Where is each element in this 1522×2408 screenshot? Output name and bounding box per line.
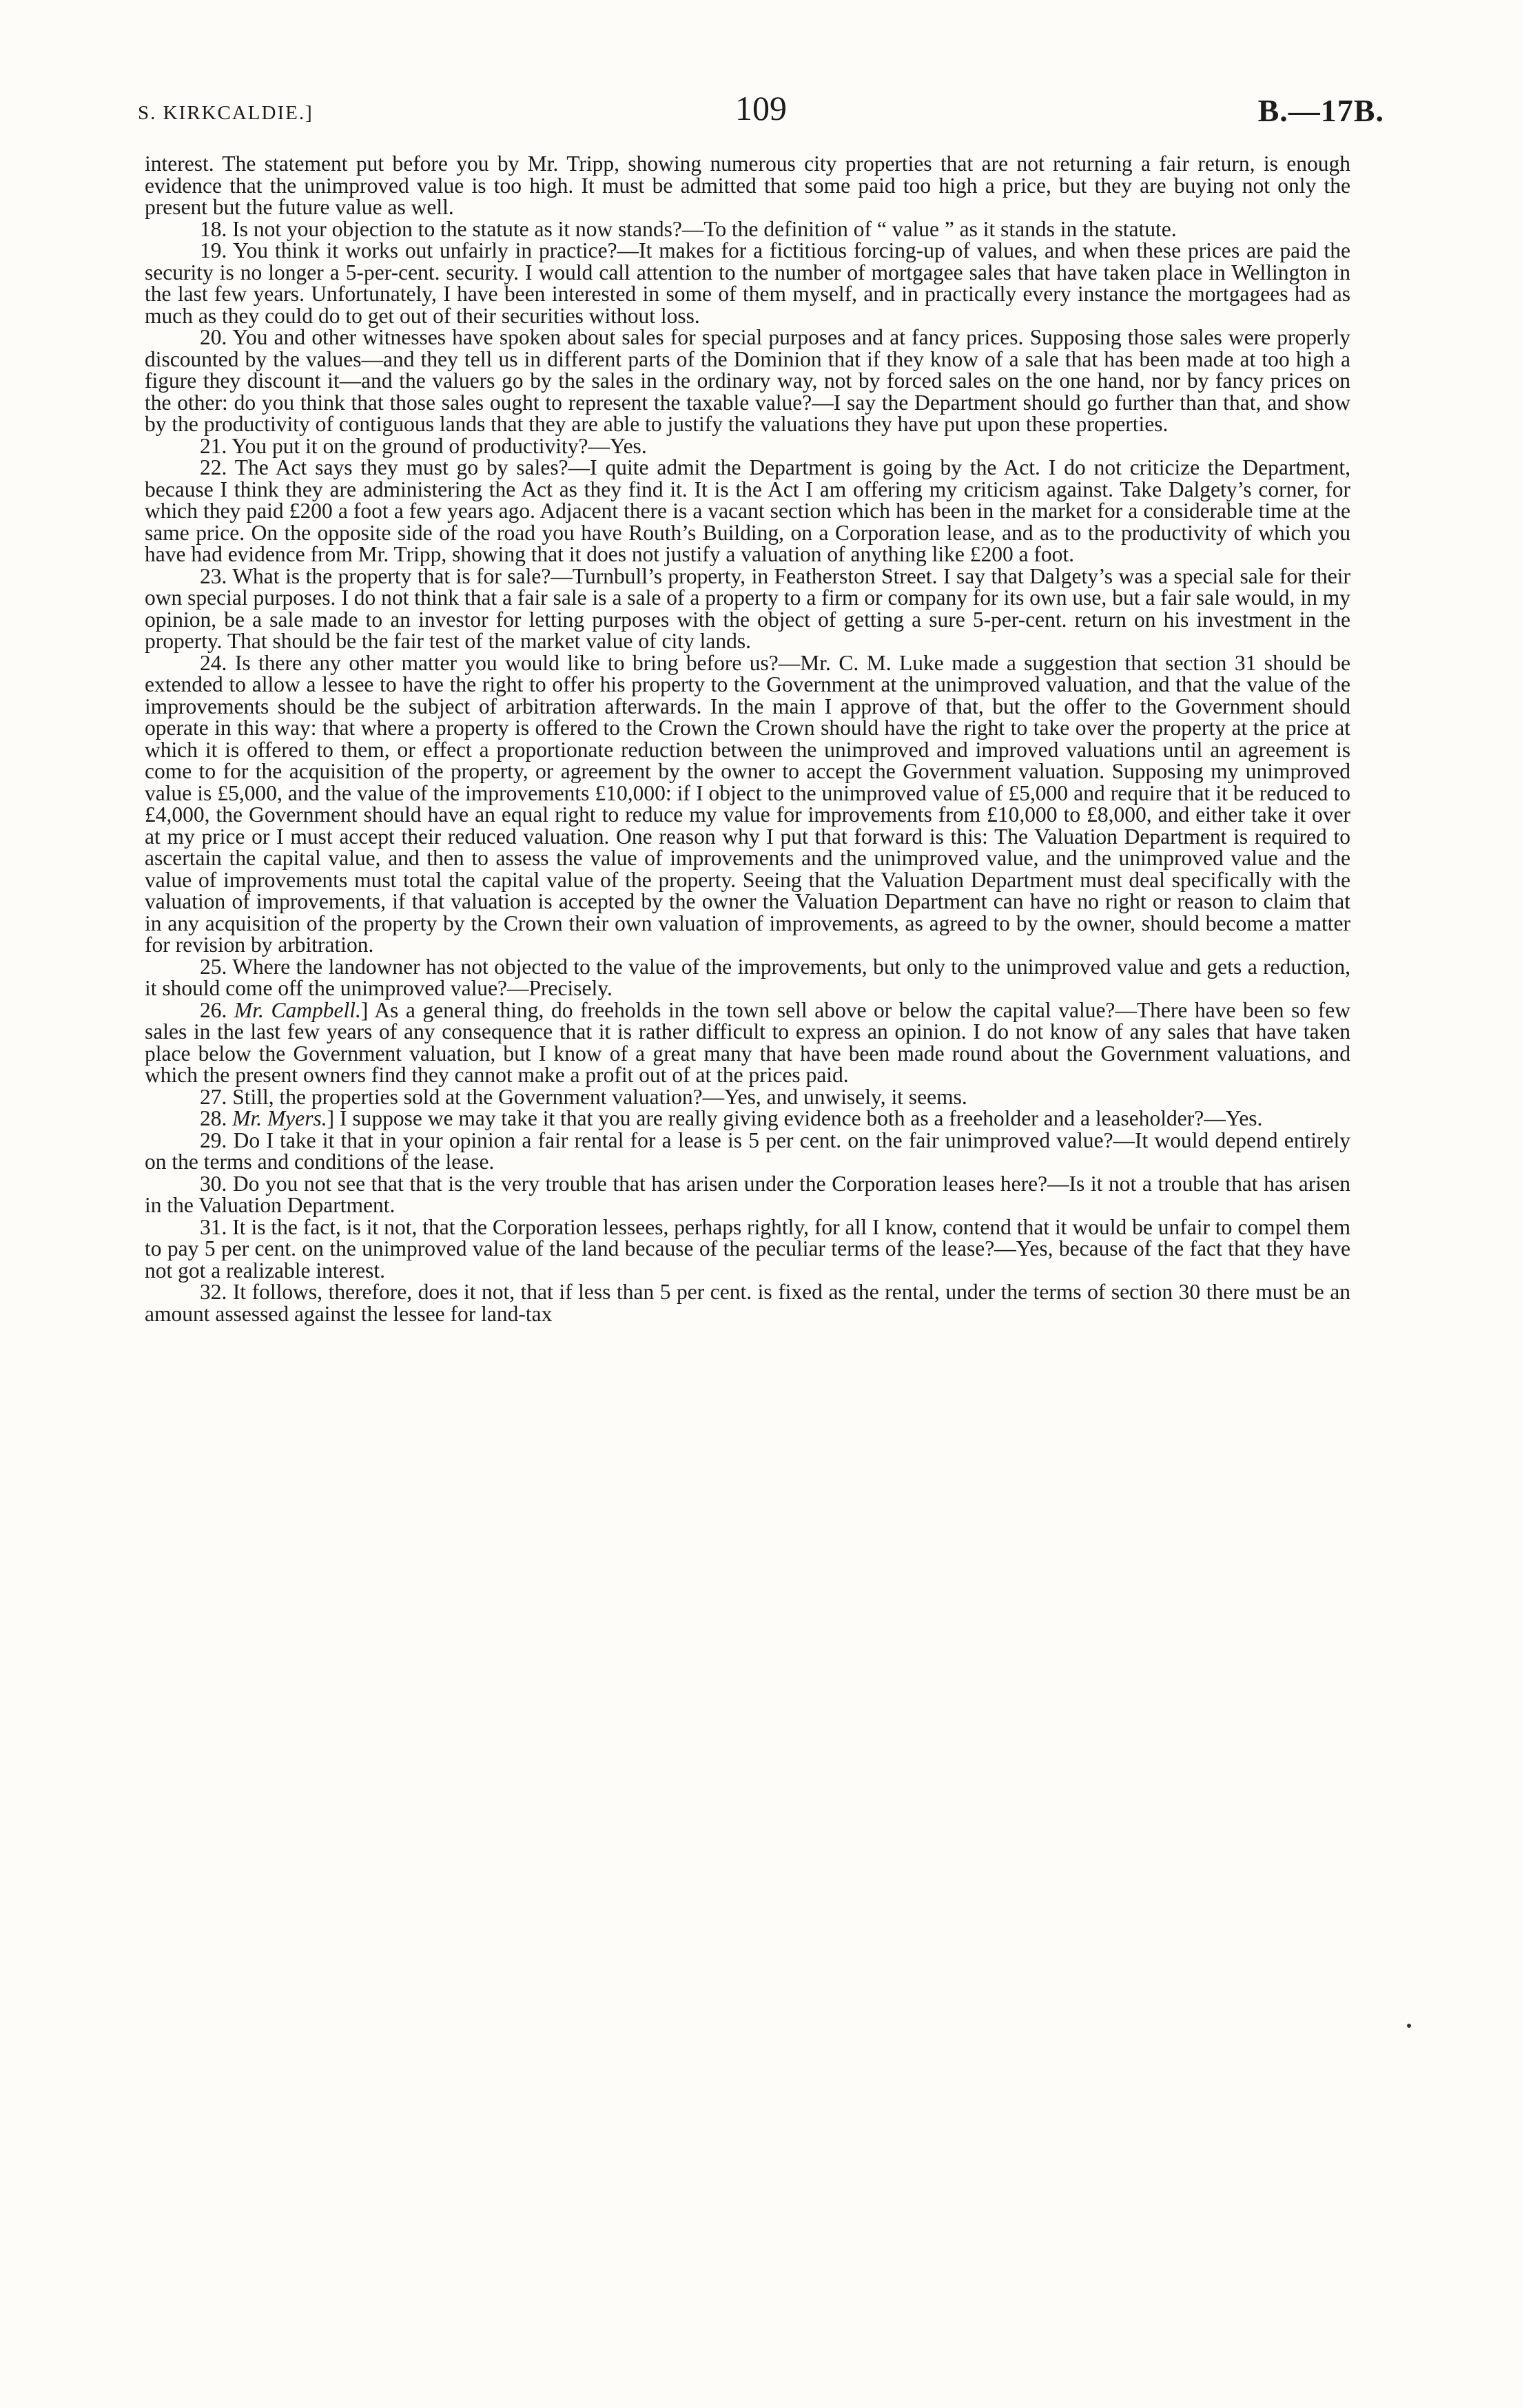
speaker-name: Mr. Myers. (232, 1106, 327, 1130)
question-paragraph (145, 326, 1350, 435)
paragraph-text: 20. You and other witnesses have spoken about sales for special purposes and at fancy prices. Supposing those sales were properly discounted by the values—and they tell us in different parts of the Dominion that if they know of a sale that has been made at too high a figure they discount it—and the valuers go by the sales in the ordinary way, not by forced sales on the one hand, nor by fancy prices on the other: do you think that those sales ought to represent the taxable value?—I say the Department should go further than that, and show by the productivity of contiguous lands that they are able to justify the valuations they have put upon these properties. (145, 325, 1350, 436)
opening-paragraph: interest. The statement put before you by Mr. Tripp, showing numerous city properties that are not returning a fair return, is enough evidence that the unimproved value is too high. It must be admitted that some paid too high a price, but they are buying not only the present but the future value as well. (145, 152, 1350, 219)
question-paragraph (145, 956, 1350, 999)
question-paragraph (145, 565, 1350, 652)
body-text (145, 153, 1350, 1325)
page-number: 109 (735, 89, 787, 127)
paragraph-text: 21. You put it on the ground of productivity?—Yes. (200, 433, 647, 458)
paragraph-text: 18. Is not your objection to the statute as it now stands?—To the definition of “ value ” as it stands in the statute. (200, 216, 1177, 241)
question-paragraph (145, 1130, 1350, 1173)
question-paragraph (145, 1108, 1350, 1130)
question-paragraph (145, 240, 1350, 326)
question-paragraph (145, 457, 1350, 565)
paragraph-text: ] As a general thing, do freeholds in the town sell above or below the capital value?—There have been so few sales in the last few years of any consequence that it is rather difficult to express an opinion. I do not know of any sales that have taken place below the Government valuation, but I know of a great many that have been made round about the Government valuations, and which the present owners find they cannot make a profit out of at the prices paid. (145, 997, 1351, 1087)
paper-reference: B.—17B. (1257, 93, 1384, 128)
paragraph-text: 27. Still, the properties sold at the Government valuation?—Yes, and unwisely, it seems. (200, 1084, 967, 1109)
header-witness-name: S. KIRKCALDIE.] (138, 102, 313, 124)
question-number: 26. (200, 997, 234, 1022)
question-paragraph (145, 218, 1350, 240)
question-paragraph (145, 999, 1350, 1086)
question-paragraph (145, 1173, 1350, 1216)
page-header (138, 81, 1384, 129)
question-paragraph (145, 1281, 1350, 1325)
question-paragraph (145, 1086, 1350, 1108)
paragraph-text: 30. Do you not see that that is the very trouble that has arisen under the Corporation leases here?—Is it not a trouble that has arisen in the Valuation Department. (145, 1171, 1350, 1217)
paragraph-text: ] I suppose we may take it that you are really giving evidence both as a freeholder and a leaseholder?—Yes. (327, 1106, 1263, 1130)
paragraph-text: 25. Where the landowner has not objected to the value of the improvements, but only to the unimproved value and gets a reduction, it should come off the unimproved value?—Precisely. (145, 954, 1350, 1000)
paragraph-text: 29. Do I take it that in your opinion a fair rental for a lease is 5 per cent. on the fair unimproved value?—It would depend entirely on the terms and conditions of the lease. (145, 1128, 1350, 1174)
paragraph-text: 23. What is the property that is for sale?—Turnbull’s property, in Featherston Street. I say that Dalgety’s was a special sale for their own special purposes. I do not think that a fair sale is a sale of a property to a firm or company for its own use, but a fair sale would, in my opinion, be a sale made to an investor for letting purposes with the object of getting a sure 5-per-cent. return on his investment in the property. That should be the fair test of the market value of city lands. (145, 563, 1350, 653)
paragraph-text: 19. You think it works out unfairly in practice?—It makes for a fictitious forcing-up of values, and when these prices are paid the security is no longer a 5-per-cent. security. I would call attention to the number of mortgagee sales that have taken place in Wellington in the last few years. Unfortunately, I have been interested in some of them myself, and in practically every instance the mortgagees had as much as they could do to get out of their securities without loss. (145, 238, 1350, 328)
paragraph-text: 22. The Act says they must go by sales?—I quite admit the Department is going by the Act. I do not criticize the Department, because I think they are administering the Act as they find it. It is the Act I am offering my criticism against. Take Dalgety’s corner, for which they paid £200 a foot a few years ago. Adjacent there is a vacant section which has been in the market for a considerable time at the same price. On the opposite side of the road you have Routh’s Building, on a Corporation lease, and as to the productivity of which you have had evidence from Mr. Tripp, showing that it does not justify a valuation of anything like £200 a foot. (145, 455, 1350, 566)
paragraph-text: 24. Is there any other matter you would like to bring before us?—Mr. C. M. Luke made a suggestion that section 31 should be extended to allow a lessee to have the right to offer his property to the Government at the unimproved valuation, and that the value of the improvements should be the subject of arbitration afterwards. In the main I approve of that, but the offer to the Government should operate in this way: that where a property is offered to the Crown the Crown should have the right to take over the property at the price at which it is offered to them, or effect a proportionate reduction between the unimproved and improved valuations until an agreement is come to for the acquisition of the property, or agreement by the owner to accept the Government valuation. Supposing my unimproved value is £5,000, and the value of the improvements £10,000: if I object to the unimproved value of £5,000 and require that it be reduced to £4,000, the Government should have an equal right to reduce my value for improvements from £10,000 to £8,000, and either take it over at my price or I must accept their reduced valuation. One reason why I put that forward is this: The Valuation Department is required to ascertain the capital value, and then to assess the value of improvements and the unimproved value, and the unimproved value and the value of improvements must total the capital value of the property. Seeing that the Valuation Department must deal specifically with the valuation of improvements, if that valuation is accepted by the owner the Valuation Department can have no right or reason to claim that in any acquisition of the property by the Crown their own valuation of improvements, as agreed to by the owner, should become a matter for revision by arbitration. (145, 650, 1350, 957)
speaker-name: Mr. Campbell. (234, 997, 361, 1022)
question-paragraph (145, 652, 1350, 956)
question-number: 28. (200, 1106, 233, 1130)
evidence-paragraphs (145, 218, 1350, 1325)
paragraph-text: 31. It is the fact, is it not, that the Corporation lessees, perhaps rightly, for all I know, contend that it would be unfair to compel them to pay 5 per cent. on the unimproved value of the land because of the peculiar terms of the lease?—Yes, because of the fact that they have not got a realizable interest. (145, 1214, 1350, 1283)
paragraph-text: 32. It follows, therefore, does it not, that if less than 5 per cent. is fixed as the rental, under the terms of section 30 there must be an amount assessed against the lessee for land-tax (145, 1280, 1350, 1326)
margin-mark (1407, 2024, 1411, 2028)
question-paragraph (145, 1216, 1350, 1282)
question-paragraph (145, 435, 1350, 457)
